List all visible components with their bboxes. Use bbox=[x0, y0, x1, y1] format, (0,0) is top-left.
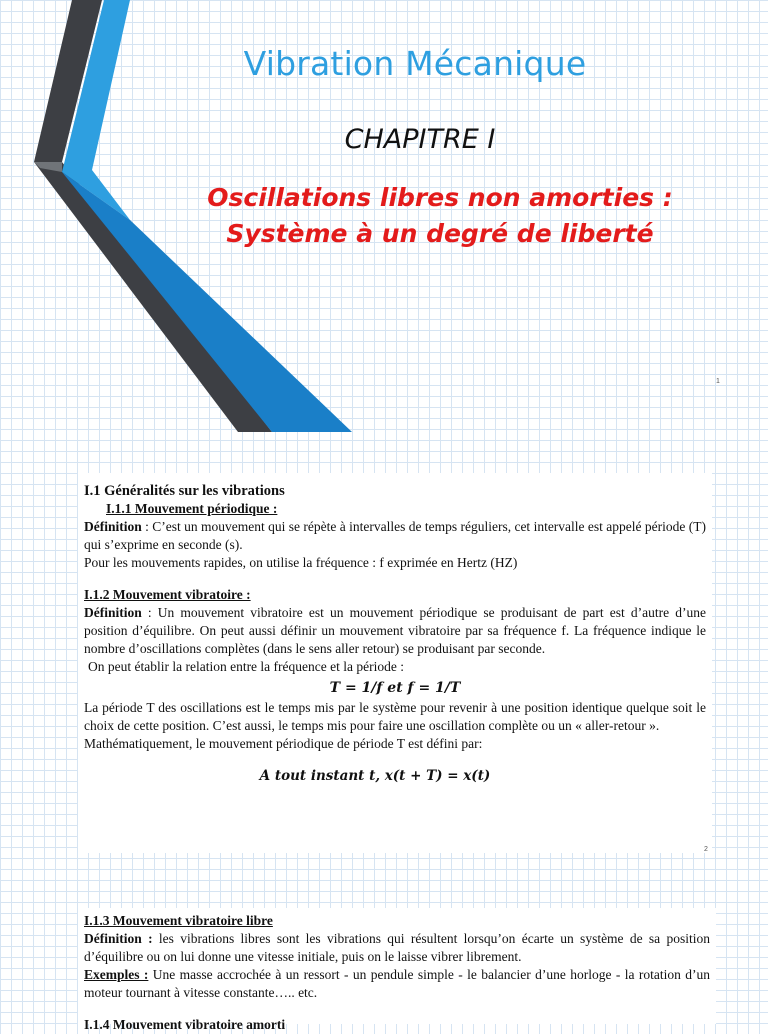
period-frequency-formula: T = 1/f et f = 1/T bbox=[329, 680, 461, 696]
math-text: Mathématiquement, le mouvement périodique de période T est défini par: bbox=[84, 736, 483, 751]
subsection-heading-vibratory: I.1.2 Mouvement vibratoire : bbox=[84, 587, 251, 602]
definition-vibratory bbox=[84, 604, 706, 658]
examples-body: Une masse accrochée à un ressort - un pendule simple - le balancier d’une horloge - la rotation d’un moteur tournant à vitesse constante….. etc. bbox=[84, 967, 711, 1000]
page-2 bbox=[78, 473, 712, 853]
chapter-subtitle bbox=[170, 180, 710, 252]
examples-text bbox=[84, 966, 710, 1002]
chapter-label: CHAPITRE I bbox=[344, 124, 496, 155]
definition-text: les vibrations libres sont les vibrations qui résultent lorsqu’on écarte un système de sa position d’équilibre ou on lui donne une vitesse initiale, puis on le laisse vibrer librement. bbox=[84, 931, 710, 964]
definition-text: : C’est un mouvement qui se répète à intervalles de temps réguliers, cet intervalle est appelé période (T) qui s’exprime en seconde (s). bbox=[84, 519, 706, 552]
definition-periodic bbox=[84, 518, 706, 554]
examples-label: Exemples : bbox=[84, 967, 149, 982]
slide-title: Vibration Mécanique bbox=[243, 44, 587, 83]
subtitle-line-2: Système à un degré de liberté bbox=[226, 219, 654, 248]
frequency-text: Pour les mouvements rapides, on utilise la fréquence : f exprimée en Hertz (HZ) bbox=[84, 555, 518, 570]
definition-free bbox=[84, 930, 710, 966]
relation-text: On peut établir la relation entre la fréquence et la période : bbox=[88, 659, 404, 674]
subtitle-line-1: Oscillations libres non amorties : bbox=[207, 183, 673, 212]
page-number: 1 bbox=[716, 378, 720, 385]
title-slide bbox=[0, 0, 768, 440]
cut-off-heading: I.1.4 Mouvement vibratoire amorti bbox=[84, 1017, 286, 1032]
page-number: 2 bbox=[704, 846, 708, 853]
periodic-definition-formula: A tout instant t, x(t + T) = x(t) bbox=[259, 768, 491, 784]
subsection-heading-periodic: I.1.1 Mouvement périodique : bbox=[106, 501, 278, 516]
page-3 bbox=[78, 908, 716, 1032]
definition-text: : Un mouvement vibratoire est un mouvement périodique se produisant de part est d’autre d’une position d’équilibre. On peut aussi définir un mouvement vibratoire par sa fréquence f. La fréquence indique le nombre d’oscillations complètes (dans le sens aller retour) se produisant par seconde. bbox=[84, 605, 706, 656]
subsection-heading-free: I.1.3 Mouvement vibratoire libre bbox=[84, 913, 273, 928]
definition-label: Définition : bbox=[84, 931, 153, 946]
section-heading: I.1 Généralités sur les vibrations bbox=[84, 483, 285, 499]
definition-label: Définition bbox=[84, 519, 142, 534]
definition-label: Définition bbox=[84, 605, 142, 620]
period-text: La période T des oscillations est le temps mis par le système pour revenir à une position identique quelque soit le choix de cette position. C’est aussi, le temps mis pour faire une oscillation complète ou un « aller-retour ». bbox=[84, 700, 706, 733]
